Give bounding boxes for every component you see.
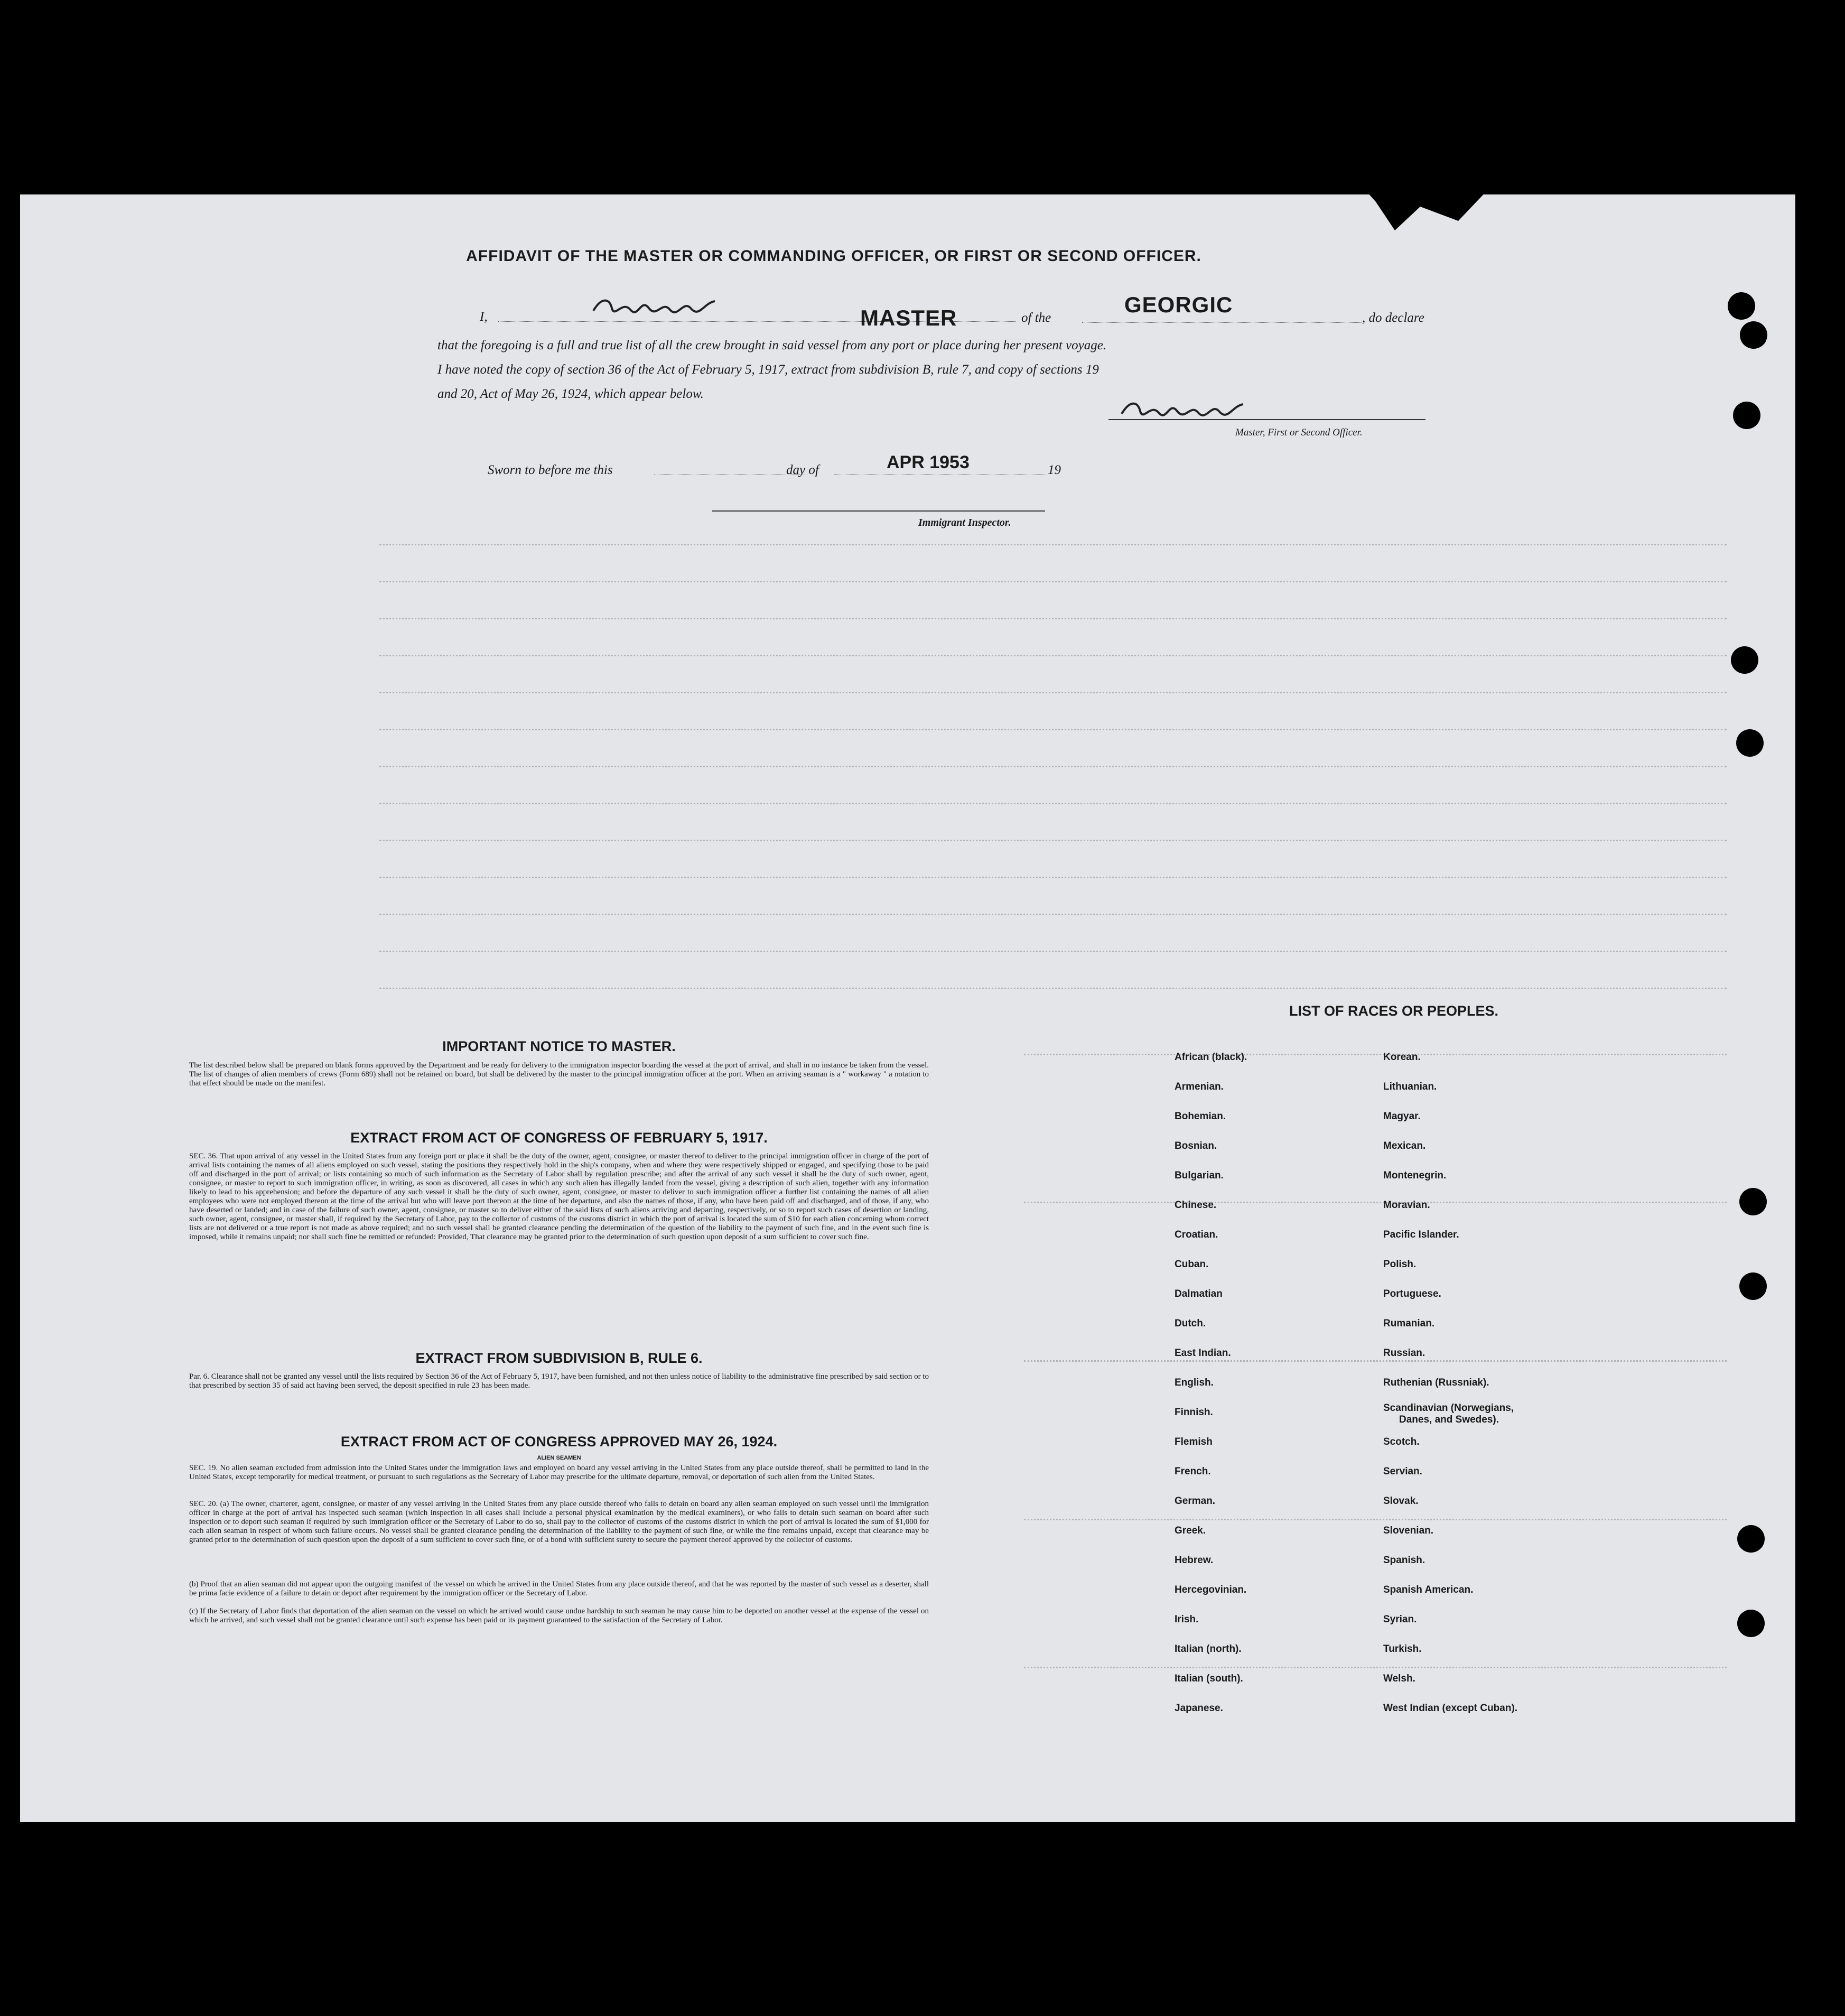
punch-hole (1737, 1610, 1765, 1637)
race-item: Dutch. (1175, 1318, 1206, 1329)
subdivision-b-heading: EXTRACT FROM SUBDIVISION B, RULE 6. (415, 1350, 703, 1366)
race-item-continuation: Danes, and Swedes). (1399, 1414, 1499, 1425)
race-item: Spanish American. (1383, 1584, 1474, 1595)
race-item: Moravian. (1383, 1200, 1430, 1211)
affidavit-line-4: and 20, Act of May 26, 1924, which appear below. (437, 387, 704, 401)
race-item: Bulgarian. (1175, 1170, 1224, 1181)
handwritten-signature (591, 295, 718, 316)
race-item: Finnish. (1175, 1407, 1213, 1418)
inspector-caption: Immigrant Inspector. (918, 517, 1011, 528)
affidavit-title: AFFIDAVIT OF THE MASTER OR COMMANDING OFFICER, OR FIRST OR SECOND OFFICER. (466, 247, 1201, 265)
punch-hole (1733, 402, 1760, 429)
race-item: Hercegovinian. (1175, 1584, 1247, 1595)
race-item: Armenian. (1175, 1081, 1224, 1092)
document-sheet (20, 194, 1795, 1822)
affidavit-line-3: I have noted the copy of section 36 of the Act of February 5, 1917, extract from subdivision B, rule 7, and copy of sections 19 (437, 363, 1099, 377)
race-item: Chinese. (1175, 1200, 1217, 1211)
vessel-line (1082, 322, 1362, 323)
races-heading: LIST OF RACES OR PEOPLES. (1289, 1003, 1499, 1019)
punch-hole (1739, 1272, 1767, 1300)
race-item: Hebrew. (1175, 1555, 1214, 1566)
race-item: Magyar. (1383, 1111, 1421, 1122)
date-stamp: APR 1953 (887, 452, 970, 472)
punch-hole (1739, 1188, 1767, 1215)
inspector-line (712, 510, 1045, 512)
punch-hole (1728, 292, 1755, 320)
race-item: Bosnian. (1175, 1140, 1217, 1151)
do-declare-label: , do declare (1362, 311, 1424, 325)
affidavit-line-2: that the foregoing is a full and true list of all the crew brought in said vessel from any port or place during her present voyage. (437, 338, 1107, 352)
of-the-label: of the (1021, 311, 1051, 325)
race-item: Russian. (1383, 1348, 1425, 1359)
race-item: Italian (south). (1175, 1673, 1243, 1684)
race-item: Flemish (1175, 1436, 1213, 1447)
extract-1924-sec20c: (c) If the Secretary of Labor finds that deportation of the alien seaman on the vessel on which he arrived would cause undue hardship to such seaman he may cause him to be deported on another vessel at the expense of the vessel on which he arrived, and such vessel shall not be granted clearance until such expense has been paid or its payment guaranteed to the satisfaction of the Secretary of Labor. (189, 1607, 929, 1624)
punch-hole (1731, 646, 1758, 674)
race-item: Welsh. (1383, 1673, 1415, 1684)
extract-1924-sec19: SEC. 19. No alien seaman excluded from admission into the United States under the immigration laws and employed on board any vessel arriving in the United States from any place outside thereof, shall be permitted to land in the United States, except temporarily for medical treatment, or pursuant to such regulations as the Secretary of Labor may prescribe for the ultimate departure, removal, or deportation of such alien from the United States. (189, 1464, 929, 1481)
race-item: Polish. (1383, 1259, 1417, 1270)
race-item: Croatian. (1175, 1229, 1218, 1240)
race-item: Servian. (1383, 1466, 1422, 1477)
race-item: Bohemian. (1175, 1111, 1226, 1122)
race-item: Cuban. (1175, 1259, 1209, 1270)
year-prefix: 19 (1048, 463, 1061, 477)
race-item: Portuguese. (1383, 1288, 1441, 1299)
race-item: Spanish. (1383, 1555, 1425, 1566)
race-item: Mexican. (1383, 1140, 1426, 1151)
extract-1924-subheading: ALIEN SEAMEN (537, 1455, 581, 1461)
race-item: Slovenian. (1383, 1525, 1434, 1536)
punch-hole (1740, 321, 1767, 349)
race-item: Montenegrin. (1383, 1170, 1447, 1181)
signature-line (1108, 419, 1425, 420)
punch-hole (1736, 729, 1764, 757)
race-item: English. (1175, 1377, 1214, 1388)
race-item: Scandinavian (Norwegians, (1383, 1402, 1514, 1414)
day-of-label: day of (786, 463, 819, 477)
race-item: Dalmatian (1175, 1288, 1223, 1299)
race-item: Greek. (1175, 1525, 1206, 1536)
notice-body: The list described below shall be prepared on blank forms approved by the Department and be ready for delivery to the immigration inspector boarding the vessel at the port of arrival, and shall in no instance be taken from the vessel. The list of changes of alien members of crews (Form 689) shall not be retained on board, but shall be delivered by the master to the principal immigration officer at the port. When an arriving seaman is a " workaway " a notation to that effect should be made on the manifest. (189, 1061, 929, 1088)
race-item: Japanese. (1175, 1703, 1223, 1714)
race-item: Scotch. (1383, 1436, 1420, 1447)
extract-1917-heading: EXTRACT FROM ACT OF CONGRESS OF FEBRUARY 5, 1917. (350, 1130, 768, 1146)
race-item: Turkish. (1383, 1643, 1422, 1655)
race-item: Lithuanian. (1383, 1081, 1437, 1092)
extract-1924-sec20a: SEC. 20. (a) The owner, charterer, agent, consignee, or master of any vessel arriving in the United States from any place outside thereof who fails to detain on board any alien seaman employed on such vessel until the immigration officer in charge at the port of arrival has inspected such seaman (which inspection in all cases shall include a personal physical examination by the medical examiners), or who fails to detain such seaman on board after such inspection or to deport such seaman if required by such immigration officer or the Secretary of Labor to do so, shall pay to the collector of customs of the customs district in which the port of arrival is located the sum of $1,000 for each alien seaman in respect of whom such failure occurs. No vessel shall be granted clearance pending the determination of the liability to the payment of such fine, or while the fine remains unpaid, except that clearance may be granted prior to the determination of such question upon the deposit of a sum sufficient to cover such fine, or of a bond with sufficient surety to secure the payment thereof approved by the collector of customs. (189, 1500, 929, 1544)
sworn-label: Sworn to before me this (488, 463, 613, 477)
race-item: German. (1175, 1495, 1216, 1507)
race-item: Korean. (1383, 1052, 1421, 1063)
race-item: Pacific Islander. (1383, 1229, 1459, 1240)
master-signature (1119, 398, 1246, 419)
race-item: African (black). (1175, 1052, 1247, 1063)
race-item: West Indian (except Cuban). (1383, 1703, 1518, 1714)
affidavit-i: I, (480, 310, 488, 324)
race-item: Irish. (1175, 1614, 1199, 1625)
race-item: French. (1175, 1466, 1211, 1477)
race-item: Slovak. (1383, 1495, 1419, 1507)
race-item: Rumanian. (1383, 1318, 1435, 1329)
punch-hole (1737, 1525, 1765, 1553)
race-item: Syrian. (1383, 1614, 1417, 1625)
notice-heading: IMPORTANT NOTICE TO MASTER. (442, 1038, 676, 1054)
signature-caption: Master, First or Second Officer. (1235, 427, 1363, 438)
race-item: East Indian. (1175, 1348, 1231, 1359)
race-item: Ruthenian (Russniak). (1383, 1377, 1489, 1388)
extract-1924-heading: EXTRACT FROM ACT OF CONGRESS APPROVED MAY 26, 1924. (340, 1434, 778, 1450)
race-item: Italian (north). (1175, 1643, 1242, 1655)
rank-stamp: MASTER (860, 305, 957, 330)
vessel-name: GEORGIC (1124, 292, 1233, 317)
extract-1917-body: SEC. 36. That upon arrival of any vessel in the United States from any foreign port or place it shall be the duty of the owner, agent, consignee, or master thereof to deliver to the principal immigration officer in charge of the port of arrival lists containing the names of all aliens employed on such vessel, stating the positions they respectively hold in the ship's company, when and where they were respectively shipped or engaged, and specifying those to be paid off and discharged in the port of arrival; or lists containing so much of such information as the Secretary of Labor shall by regulation prescribe; and after the arrival of any such vessel it shall be the duty of such owner, agent, consignee, or master to report to such immigration officer, in writing, as soon as discovered, all cases in which any such alien has illegally landed from the vessel, giving a description of such alien, together with any information likely to lead to his apprehension; and before the departure of any such vessel it shall be the duty of such owner, agent, consignee, or master to deliver to such immigration officer a further list containing the names of all alien employees who were not employed thereon at the time of the arrival but who will leave port thereon at the time of her departure, and also the names of those, if any, who have been paid off and discharged, and of those, if any, who have deserted or landed; and in case of the failure of such owner, agent, consignee, or master so to deliver either of the said lists of such aliens arriving and departing, respectively, or so to report such cases of desertion or landing, such owner, agent, consignee, or master shall, if required by the Secretary of Labor, pay to the collector of customs of the customs district in which the port of arrival is located the sum of $10 for each alien concerning whom correct lists are not delivered or a true report is not made as above required; and no such vessel shall be granted clearance pending the determination of the question of the liability to the payment of such fine, and in the event such fine is imposed, while it remains unpaid; nor shall such fine be remitted or refunded: Provided, That clearance may be granted prior to the determination of such question upon deposit of a sum sufficient to cover such fine. (189, 1152, 929, 1241)
extract-1924-sec20b: (b) Proof that an alien seaman did not appear upon the outgoing manifest of the vessel on which he arrived in the United States from any place outside thereof, and that he was reported by the master of such vessel as a deserter, shall be prima facie evidence of a failure to detain or deport after requirement by the immigration officer or the Secretary of Labor. (189, 1580, 929, 1597)
subdivision-b-body: Par. 6. Clearance shall not be granted any vessel until the lists required by Section 36 of the Act of February 5, 1917, have been furnished, and not then unless notice of liability to the administrative fine prescribed by said section or to that prescribed by section 35 of said act having been served, the deposit specified in rule 23 has been made. (189, 1372, 929, 1390)
